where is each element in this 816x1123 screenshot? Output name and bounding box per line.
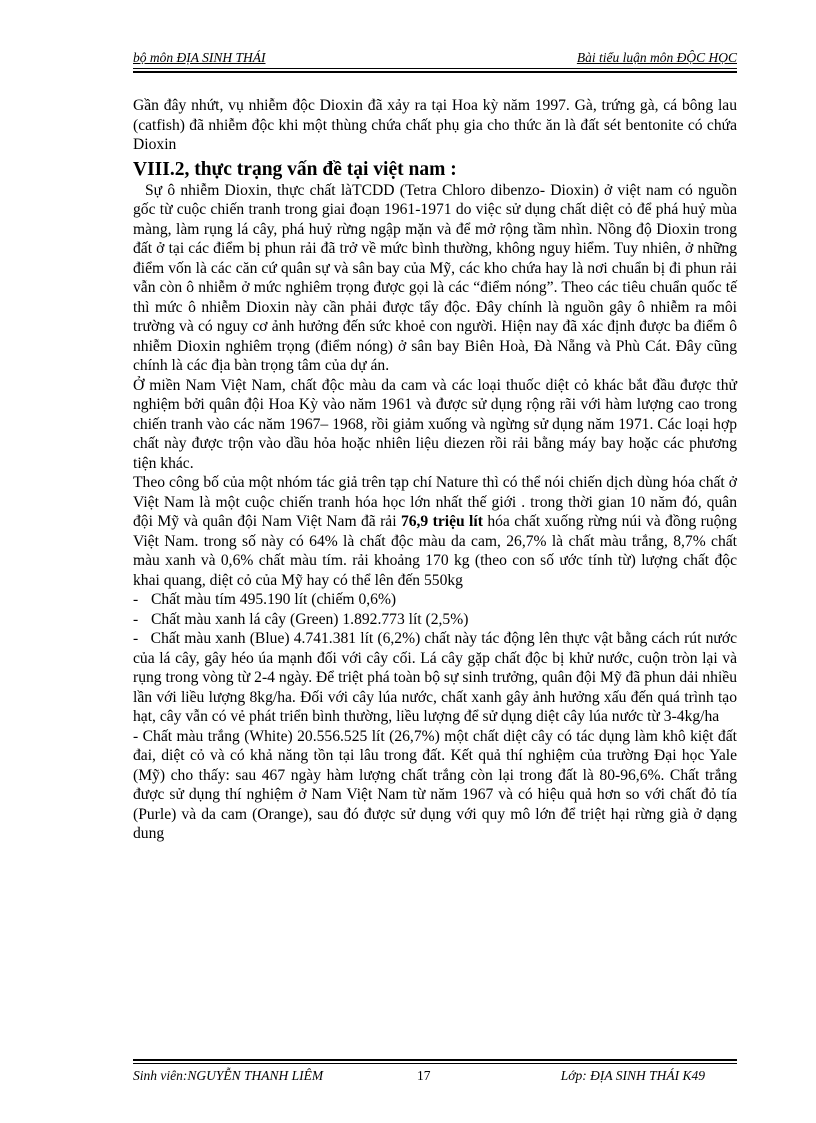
footer-class: Lớp: ĐỊA SINH THÁI K49 xyxy=(560,1068,705,1083)
list-item xyxy=(133,610,737,630)
paragraph-dioxin-status: Sự ô nhiễm Dioxin, thực chất làTCDD (Tetra Chloro dibenzo- Dioxin) ở việt nam có nguồn gốc từ cuộc chiến tranh trong giai đoạn 1961-1971 do việc sử dụng chất diệt cỏ để phá huỷ mùa màng, làm rụng lá cây, phá huỷ rừng ngập mặn và để mở rộng tầm nhìn. Nồng độ Dioxin trong đất ở tại các điểm bị phun rải đã trở về mức bình thường, không nguy hiểm. Tuy nhiên, ở những điểm vốn là các căn cứ quân sự và sân bay của Mỹ, các kho chứa hay là nơi chuẩn bị đi phun rải vẫn còn ô nhiễm ở mức nghiêm trọng được gọi là các “điểm nóng”. Theo các tiêu chuẩn quốc tế thì mức ô nhiễm Dioxin này cần phải được tẩy độc. Đây chính là nguồn gây ô nhiễm ra môi trường và có nguy cơ ảnh hưởng đến sức khoẻ con người. Hiện nay đã xác định được ba điểm ô nhiễm Dioxin nghiêm trọng (điểm nóng) ở sân bay Biên Hoà, Đà Nẵng và Phù Cát. Đây cũng chính là các địa bàn trọng tâm của dự án. xyxy=(133,181,737,374)
footer-rule-thick xyxy=(133,1059,737,1061)
list-item-green: Chất màu xanh lá cây (Green) 1.892.773 lít (2,5%) xyxy=(151,610,469,628)
list-item-blue-text: Chất màu xanh (Blue) 4.741.381 lít (6,2%) chất này tác động lên thực vật bằng cách rút nước của lá cây, gây héo úa mạnh đối với cây cối. Lá cây gặp chất độc bị khử nước, cuộn tròn lại và rụng trong vòng từ 2-4 ngày. Để triệt phá toàn bộ sự sinh trưởng, quân đội Mỹ đã phun dải nhiều lần với liều lượng 8kg/ha. Đối với cây lúa nước, chất xanh gây ảnh hưởng xấu đến quá trình tạo hạt, cây vẫn có vẻ phát triển bình thường, liều lượng để sử dụng diệt cây lúa nước từ 3-4kg/ha xyxy=(133,630,737,725)
list-item-blue xyxy=(133,629,737,727)
page-header xyxy=(133,50,737,68)
list-dash: - xyxy=(133,610,139,628)
paragraph-nature-text-a: Theo công bố của một nhóm tác giả trên tạp chí Nature thì có thể nói chiến dịch dùng hóa chất ở Việt Nam là một cuộc chiến tranh hóa học lớn nhất thế giới . trong thời gian 10 năm đó, quân đội Mỹ và quân đội Nam Việt Nam đã rải xyxy=(133,474,737,530)
paragraph-southern-vietnam: Ở miền Nam Việt Nam, chất độc màu da cam và các loại thuốc diệt cỏ khác bắt đầu được thử nghiệm bởi quân đội Hoa Kỳ vào năm 1961 và được sử dụng rộng rãi với hàm lượng cao trong chiến tranh vào các năm 1967– 1968, rồi giảm xuống và ngừng sử dụng năm 1971. Các loại hợp chất này được trộn vào dầu hỏa hoặc nhiên liệu diezen rồi rải bằng máy bay hoặc các phương tiện khác. xyxy=(133,376,737,472)
page-footer xyxy=(133,1068,737,1086)
paragraph-white-agent: - Chất màu trắng (White) 20.556.525 lít (26,7%) một chất diệt cây có tác dụng làm khô kiệt đất đai, diệt cỏ và có khả năng tồn tại lâu trong đất. Kết quả thí nghiệm của trường Đại học Yale (Mỹ) cho thấy: sau 467 ngày hàm lượng chất trắng còn lại trong đất là 80-96,6%. Chất trắng được sử dụng thí nghiệm ở Nam Việt Nam từ năm 1967 và có hiệu quả hơn so với chất đỏ tía (Purle) và da cam (Orange), sau đó được sử dụng với quy mô lớn để triệt hại rừng già ở dạng dung xyxy=(133,727,737,842)
list-item-purple: Chất màu tím 495.190 lít (chiếm 0,6%) xyxy=(151,591,397,608)
footer-rule-thin xyxy=(133,1063,737,1064)
paragraph-intro: Gần đây nhứt, vụ nhiễm độc Dioxin đã xảy ra tại Hoa kỳ năm 1997. Gà, trứng gà, cá bông lau (catfish) đã nhiễm độc khi một thùng chứa chất phụ gia cho thức ăn là đất sét bentonite có chứa Dioxin xyxy=(133,97,737,153)
header-rule-thick xyxy=(133,71,737,73)
footer-student: Sinh viên:NGUYỄN THANH LIÊM xyxy=(133,1068,324,1083)
paragraph-nature-report xyxy=(133,473,737,590)
list-dash: - xyxy=(133,591,139,608)
header-department: bộ môn ĐỊA SINH THÁI xyxy=(133,50,266,65)
document-body xyxy=(133,96,737,844)
header-report-title: Bài tiểu luận môn ĐỘC HỌC xyxy=(576,50,737,65)
section-heading: VIII.2, thực trạng vấn đề tại việt nam : xyxy=(133,158,457,180)
header-rule-thin xyxy=(133,68,737,69)
highlight-volume: 76,9 triệu lít xyxy=(400,513,483,530)
list-item xyxy=(133,590,737,610)
page-number: 17 xyxy=(417,1068,431,1083)
paragraph-nature-text-b: hóa chất xuống rừng núi và đồng ruộng Việt Nam. trong số này có 64% là chất độc màu da cam, 26,7% là chất màu trắng, 8,7% chất màu xanh và 0,6% chất màu tím. rải khoảng 170 kg (theo con số ước tính từ) lượng chất độc khai quang, diệt cỏ của Mỹ hay có thể lên đến 550kg xyxy=(133,513,738,589)
list-dash: - xyxy=(133,630,139,647)
